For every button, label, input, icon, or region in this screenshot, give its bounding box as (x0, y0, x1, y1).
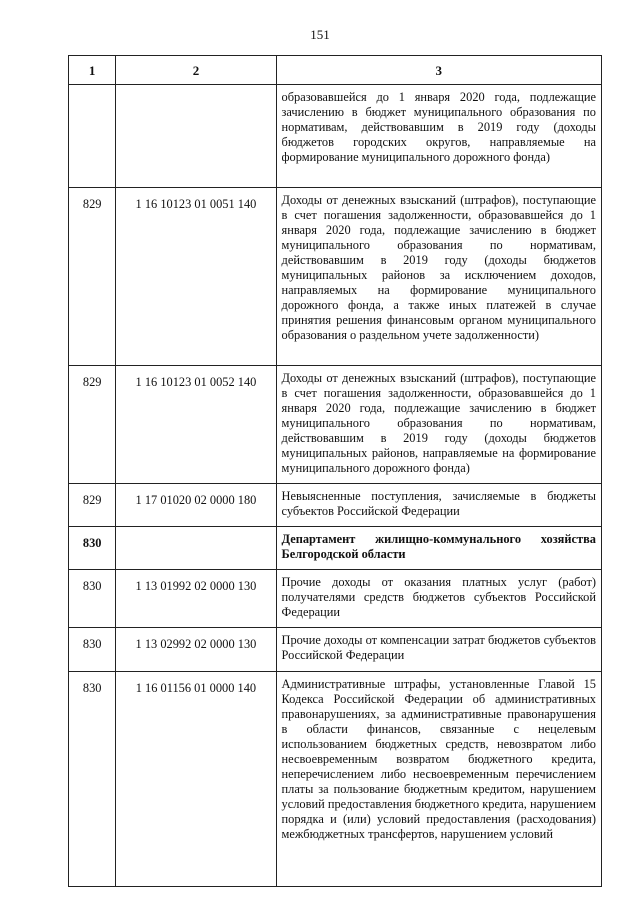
kbk-cell (116, 85, 276, 188)
admin-code-cell: 829 (69, 484, 116, 527)
table-row (69, 484, 602, 527)
description-cell: Невыясненные поступления, зачисляемые в бюджеты субъектов Российской Федерации (276, 484, 601, 527)
admin-code-cell: 829 (69, 366, 116, 484)
kbk-cell: 1 13 02992 02 0000 130 (116, 628, 276, 672)
page-number: 151 (310, 27, 330, 42)
admin-code-cell: 830 (69, 672, 116, 887)
description-cell: Доходы от денежных взысканий (штрафов), поступающие в счет погашения задолженности, образовавшейся до 1 января 2020 года, подлежащие зачислению в бюджет муниципального образования по нормативам, действовавшим в 2019 году (доходы бюджетов муниципальных районов за исключением доходов, направляемых на формирование муниципального дорожного фонда, а также иных платежей в случае принятия решения финансовым органом муниципального образования о раздельном учете задолженности) (276, 188, 601, 366)
admin-code-cell: 830 (69, 527, 116, 570)
admin-code-cell: 830 (69, 628, 116, 672)
budget-codes-table (68, 55, 602, 887)
table-row (69, 366, 602, 484)
table-row (69, 570, 602, 628)
table-row (69, 188, 602, 366)
admin-code-cell (69, 85, 116, 188)
kbk-cell: 1 16 10123 01 0051 140 (116, 188, 276, 366)
header-col-3: 3 (276, 56, 601, 85)
description-cell: Прочие доходы от оказания платных услуг (работ) получателями средств бюджетов субъектов Российской Федерации (276, 570, 601, 628)
department-row (69, 527, 602, 570)
admin-code-cell: 829 (69, 188, 116, 366)
kbk-cell: 1 16 01156 01 0000 140 (116, 672, 276, 887)
header-col-1: 1 (69, 56, 116, 85)
admin-code-cell: 830 (69, 570, 116, 628)
description-cell: Доходы от денежных взысканий (штрафов), поступающие в счет погашения задолженности, образовавшейся до 1 января 2020 года, подлежащие зачислению в бюджет муниципального образования по нормативам, действовавшим в 2019 году (доходы бюджетов муниципальных районов, направляемые на формирование муниципального дорожного фонда) (276, 366, 601, 484)
table-header-row (69, 56, 602, 85)
kbk-cell: 1 16 10123 01 0052 140 (116, 366, 276, 484)
table-row (69, 628, 602, 672)
header-col-2: 2 (116, 56, 276, 85)
description-cell: образовавшейся до 1 января 2020 года, подлежащие зачислению в бюджет муниципального образования по нормативам, действовавшим в 2019 году (доходы бюджетов городских округов, направляемые на формирование муниципального дорожного фонда) (276, 85, 601, 188)
table-row (69, 85, 602, 188)
kbk-cell: 1 13 01992 02 0000 130 (116, 570, 276, 628)
description-cell: Административные штрафы, установленные Главой 15 Кодекса Российской Федерации об административных правонарушениях, за административные правонарушения в области финансов, связанные с нецелевым использованием бюджетных средств, невозвратом либо несвоевременным возвратом бюджетного кредита, неперечислением либо несвоевременным перечислением платы за пользование бюджетным кредитом, нарушением условий предоставления бюджетного кредита, нарушением порядка и (или) условий предоставления (расходования) межбюджетных трансфертов, нарушением условий (276, 672, 601, 887)
kbk-cell (116, 527, 276, 570)
description-cell: Прочие доходы от компенсации затрат бюджетов субъектов Российской Федерации (276, 628, 601, 672)
kbk-cell: 1 17 01020 02 0000 180 (116, 484, 276, 527)
table-row (69, 672, 602, 887)
department-title: Департамент жилищно-коммунального хозяйства Белгородской области (276, 527, 601, 570)
